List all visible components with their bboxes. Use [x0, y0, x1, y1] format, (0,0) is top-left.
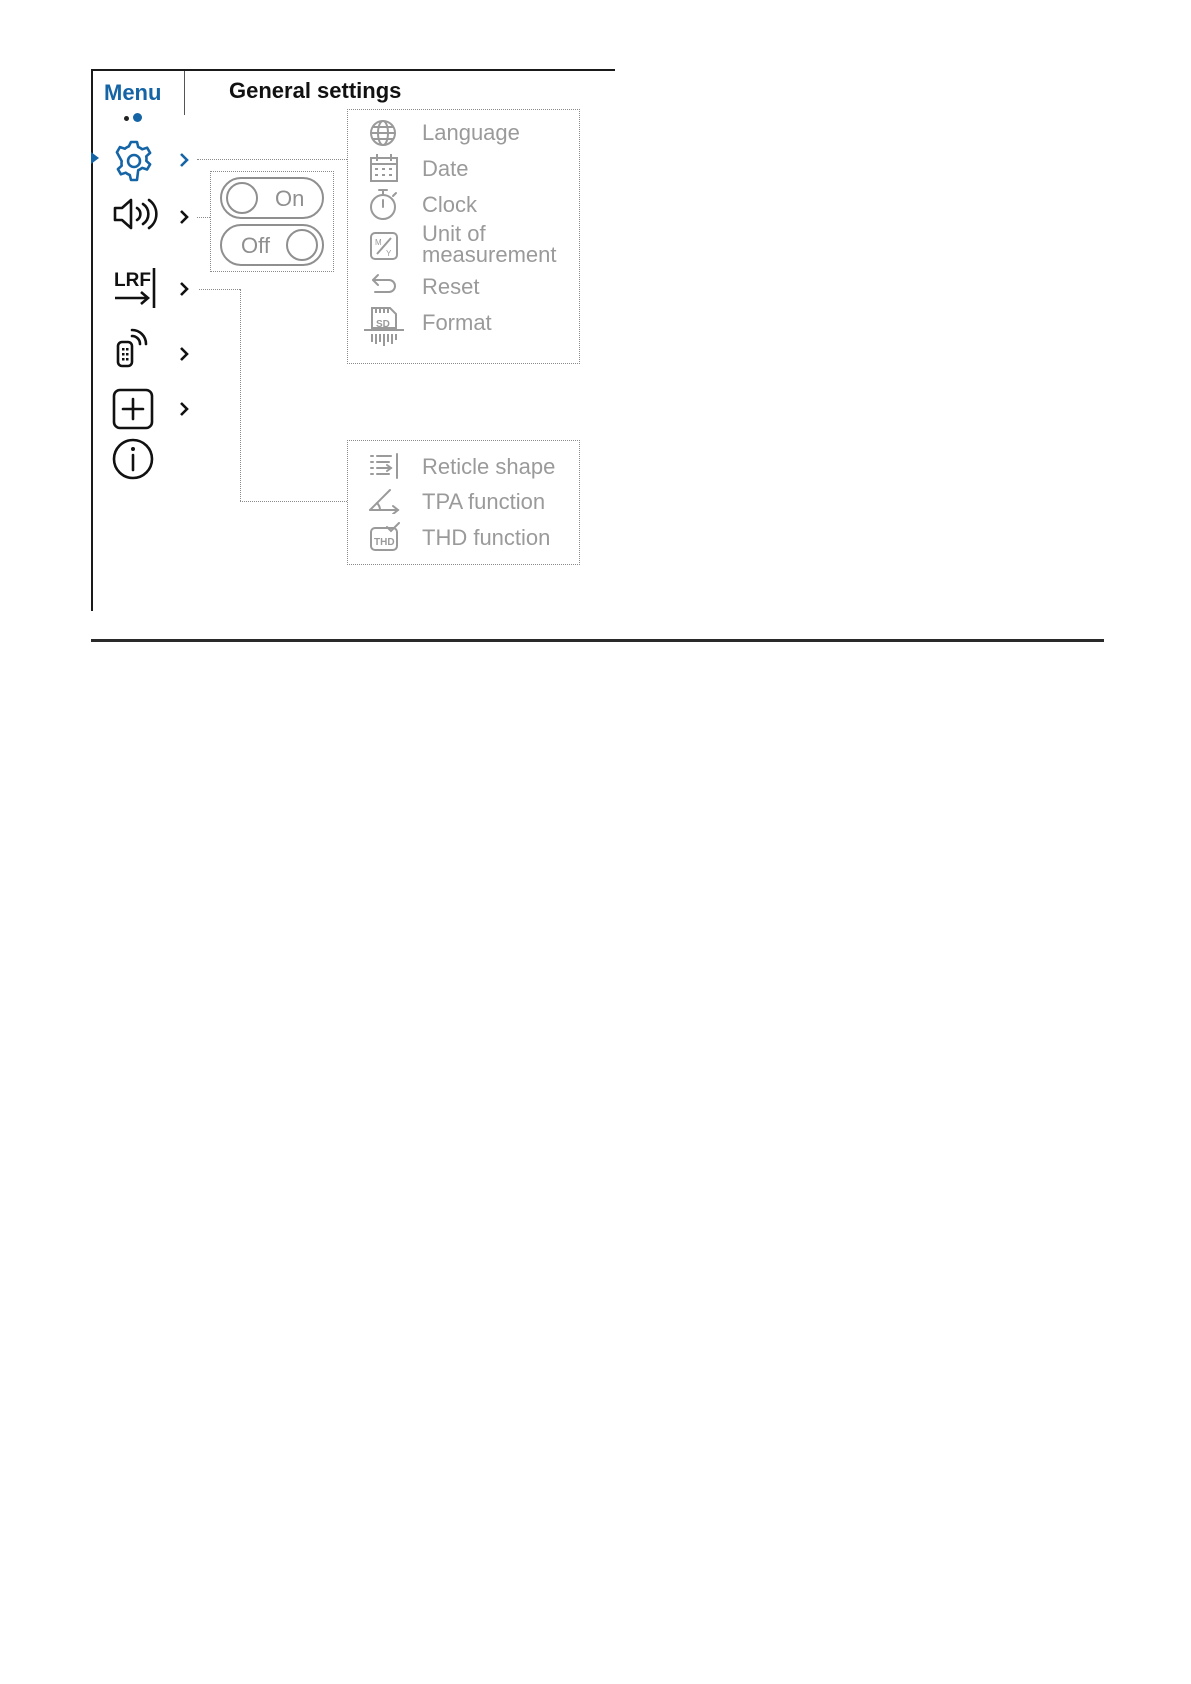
plus-square-icon[interactable] [112, 388, 154, 430]
chevron-right-icon[interactable] [178, 209, 190, 225]
connector-sound [197, 217, 210, 218]
toggle-on-label: On [275, 186, 305, 211]
page-indicator-dot-active [133, 113, 142, 122]
settings-item-date[interactable]: Date [422, 156, 469, 181]
speaker-icon[interactable] [112, 196, 158, 232]
svg-text:Y: Y [386, 249, 392, 258]
connector-lrf [199, 289, 240, 290]
svg-text:M: M [375, 238, 382, 247]
thd-icon-label: THD [374, 537, 395, 548]
menu-divider [184, 71, 185, 115]
settings-item-clock[interactable]: Clock [422, 192, 478, 217]
settings-item-unit-line1[interactable]: Unit of [422, 221, 486, 246]
chevron-right-icon[interactable] [178, 281, 190, 297]
lrf-item-tpa-function[interactable]: TPA function [422, 489, 546, 514]
remote-control-icon[interactable] [114, 328, 154, 370]
calendar-icon [369, 153, 399, 183]
toggle-off[interactable] [220, 224, 324, 266]
frame-left-border [91, 69, 93, 611]
chevron-right-icon[interactable] [178, 346, 190, 362]
page-rule [91, 639, 1104, 642]
reset-icon [369, 272, 399, 296]
page-title: General settings [229, 78, 402, 103]
thd-icon [369, 522, 401, 552]
globe-icon [369, 119, 397, 147]
reticle-shape-icon [369, 452, 401, 480]
chevron-right-icon[interactable] [178, 152, 190, 168]
connector-general [197, 159, 347, 160]
page-indicator-dot [124, 116, 129, 121]
toggle-on[interactable] [220, 177, 324, 219]
active-item-marker [91, 152, 99, 164]
menu-title: Menu [104, 80, 162, 105]
settings-item-format[interactable]: Format [422, 310, 492, 335]
tpa-angle-icon [368, 486, 400, 514]
connector-lrf-bottom [240, 501, 347, 502]
settings-item-reset[interactable]: Reset [422, 274, 480, 299]
sd-card-icon [362, 306, 406, 350]
connector-lrf-vertical [240, 289, 241, 501]
lrf-item-reticle-shape[interactable]: Reticle shape [422, 454, 556, 479]
toggle-knob [286, 229, 318, 261]
stopwatch-icon [369, 188, 399, 222]
frame-top-border [91, 69, 615, 71]
toggle-off-label: Off [241, 233, 270, 258]
info-icon[interactable] [112, 438, 154, 480]
gear-icon[interactable] [112, 139, 156, 183]
settings-item-unit-line2[interactable]: measurement [422, 242, 557, 267]
settings-item-language[interactable]: Language [422, 120, 520, 145]
unit-icon [369, 231, 399, 261]
toggle-knob [226, 182, 258, 214]
lrf-icon[interactable] [112, 266, 158, 310]
lrf-icon-label: LRF [114, 270, 151, 291]
lrf-item-thd-function[interactable]: THD function [422, 525, 551, 550]
sd-card-icon-label: SD [376, 319, 390, 330]
chevron-right-icon[interactable] [178, 401, 190, 417]
